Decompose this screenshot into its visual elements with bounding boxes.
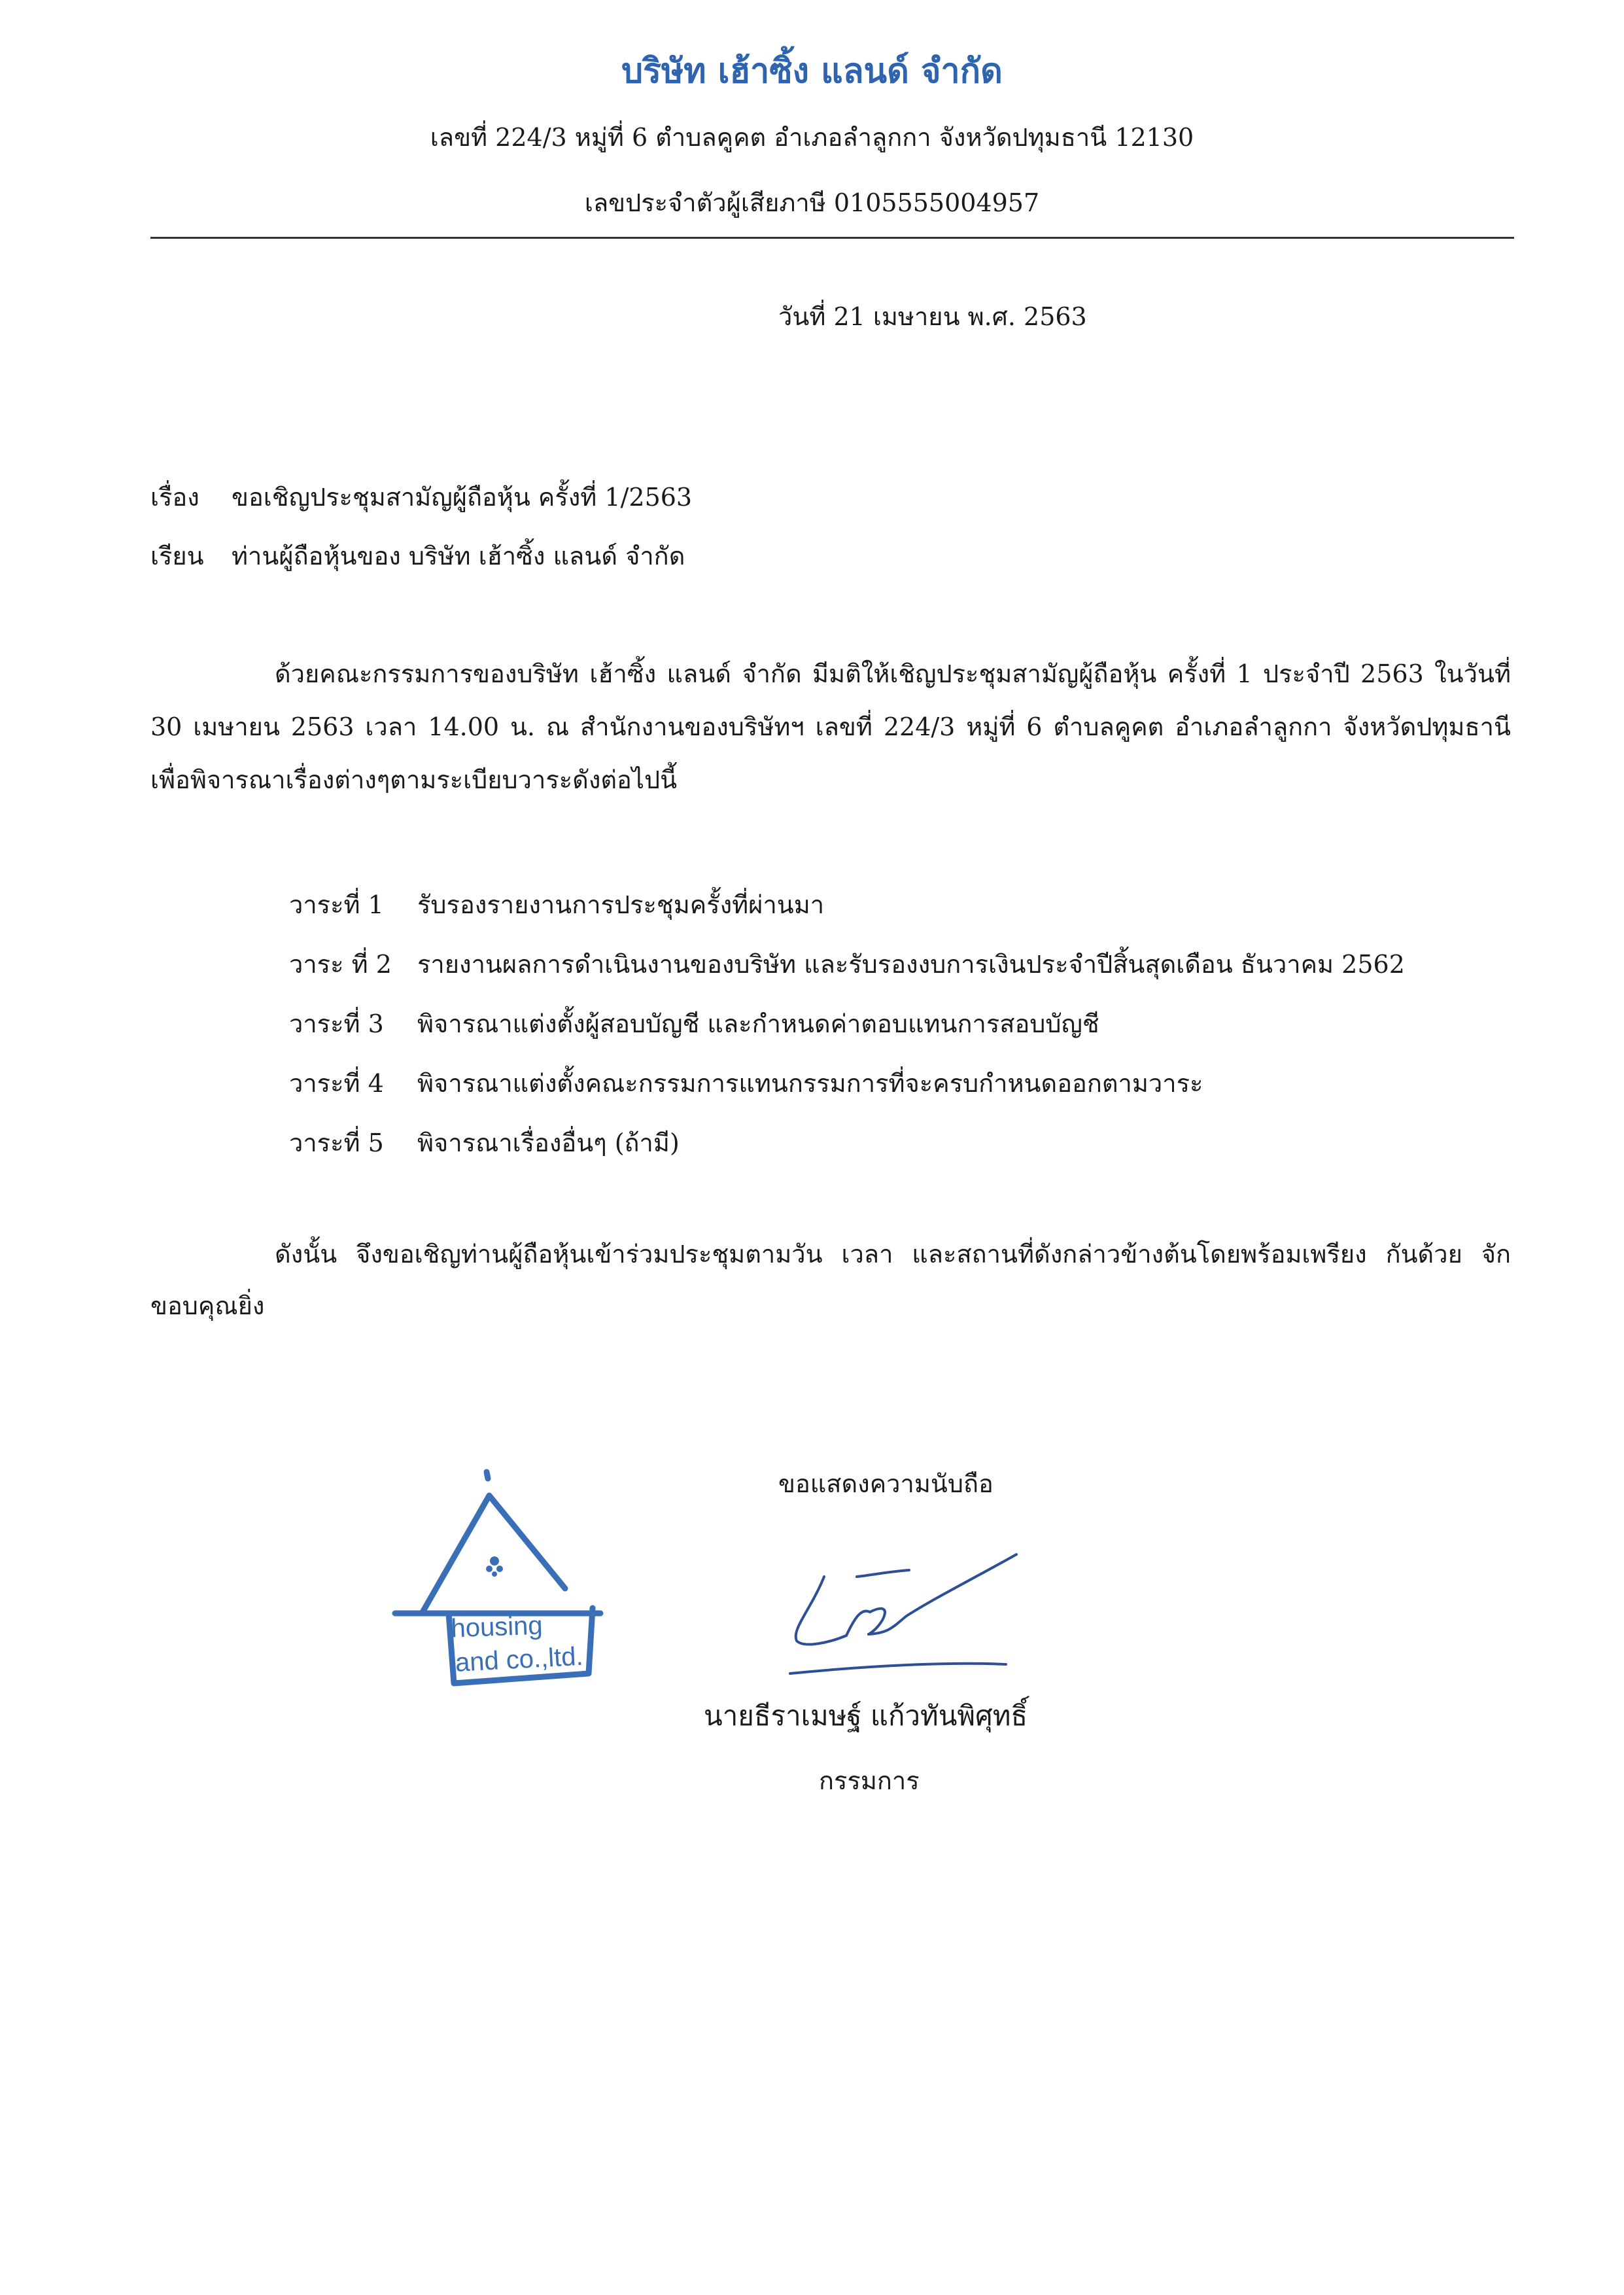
salutation-label: เรียน xyxy=(150,542,204,570)
agenda-text: พิจารณาแต่งตั้งผู้สอบบัญชี และกำหนดค่าตอบแทนการสอบบัญชี xyxy=(417,1009,1099,1038)
subject-line xyxy=(150,483,692,513)
agenda-item xyxy=(289,1054,1405,1113)
stamp-emblem-icon xyxy=(486,1556,503,1577)
company-name: บริษัท เฮ้าซิ้ง แลนด์ จำกัด xyxy=(621,51,1003,91)
company-tax-id: เลขประจำตัวผู้เสียภาษี 0105555004957 xyxy=(584,188,1040,217)
stamp-text-line1: housing xyxy=(450,1611,544,1643)
subject-label: เรื่อง xyxy=(150,483,199,512)
agenda-number: วาระที่ 1 xyxy=(289,890,384,919)
agenda-text: พิจารณาแต่งตั้งคณะกรรมการแทนกรรมการที่จะครบกำหนดออกตามวาระ xyxy=(417,1069,1203,1098)
letter-date: วันที่ 21 เมษายน พ.ศ. 2563 xyxy=(778,302,1087,331)
company-address: เลขที่ 224/3 หมู่ที่ 6 ตำบลคูคต อำเภอลำลูกกา จังหวัดปทุมธานี 12130 xyxy=(430,123,1194,152)
signature-image xyxy=(778,1537,1040,1688)
salutation-line xyxy=(150,542,685,572)
agenda-number: วาระ ที่ 2 xyxy=(289,950,392,979)
agenda-item xyxy=(289,935,1405,994)
agenda-text: พิจารณาเรื่องอื่นๆ (ถ้ามี) xyxy=(417,1129,680,1157)
agenda-number: วาระที่ 3 xyxy=(289,1009,384,1038)
agenda-item xyxy=(289,994,1405,1054)
header-divider xyxy=(150,237,1514,239)
agenda-number: วาระที่ 5 xyxy=(289,1129,384,1157)
agenda-list xyxy=(289,875,1405,1173)
closing-phrase: ขอแสดงความนับถือ xyxy=(778,1469,993,1498)
conclusion-paragraph: ดังนั้น จึงขอเชิญท่านผู้ถือหุ้นเข้าร่วมประชุมตามวัน เวลา และสถานที่ดังกล่าวข้างต้นโดยพร้อมเพรียง กันด้วย จักขอบคุณยิ่ง xyxy=(150,1240,1511,1320)
agenda-item xyxy=(289,875,1405,935)
agenda-number: วาระที่ 4 xyxy=(289,1069,384,1098)
stamp-text-line2: land co.,ltd. xyxy=(449,1641,584,1678)
company-stamp xyxy=(391,1464,613,1713)
agenda-item xyxy=(289,1113,1405,1173)
signer-name: นายธีราเมษฐ์ แก้วทันพิศุทธิ์ xyxy=(704,1700,1028,1732)
salutation-text: ท่านผู้ถือหุ้นของ บริษัท เฮ้าซิ้ง แลนด์ จำกัด xyxy=(232,542,685,570)
agenda-text: รายงานผลการดำเนินงานของบริษัท และรับรองงบการเงินประจำปีสิ้นสุดเดือน ธันวาคม 2562 xyxy=(417,950,1405,979)
subject-text: ขอเชิญประชุมสามัญผู้ถือหุ้น ครั้งที่ 1/2563 xyxy=(232,483,693,512)
signer-title: กรรมการ xyxy=(819,1766,920,1795)
intro-paragraph: ด้วยคณะกรรมการของบริษัท เฮ้าซิ้ง แลนด์ จำกัด มีมติให้เชิญประชุมสามัญผู้ถือหุ้น ครั้งที่ 1 ประจำปี 2563 ในวันที่ 30 เมษายน 2563 เวลา 14.00 น. ณ สำนักงานของบริษัทฯ เลขที่ 224/3 หมู่ที่ 6 ตำบลคูคต อำเภอลำลูกกา จังหวัดปทุมธานี เพื่อพิจารณาเรื่องต่างๆตามระเบียบวาระดังต่อไปนี้ xyxy=(150,659,1511,794)
agenda-text: รับรองรายงานการประชุมครั้งที่ผ่านมา xyxy=(417,890,825,919)
